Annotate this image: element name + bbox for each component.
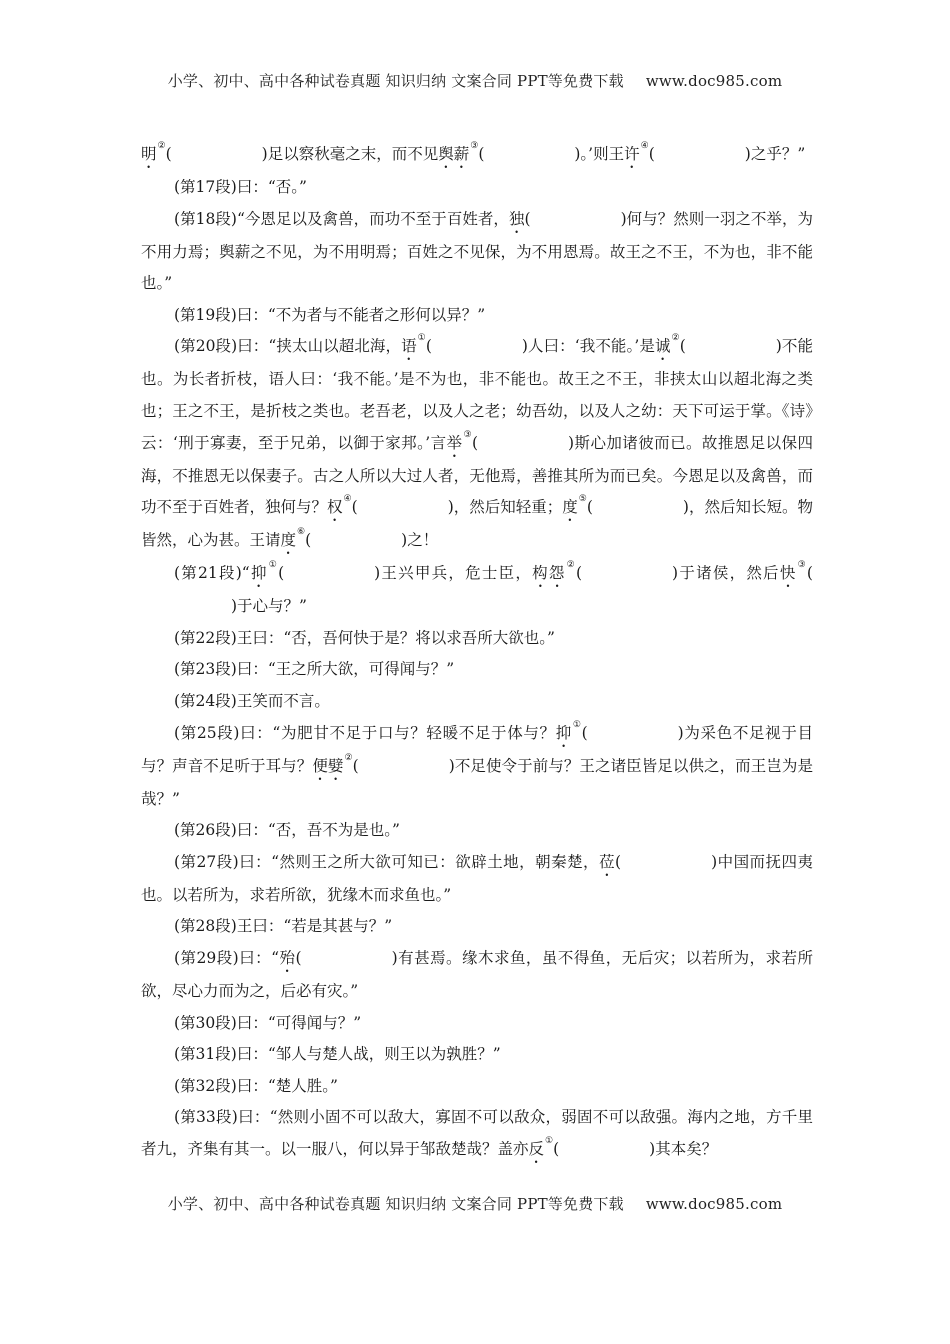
page-header xyxy=(0,70,950,91)
text-run: ( xyxy=(648,145,655,163)
text-run: ( xyxy=(806,564,813,583)
paragraph-22 xyxy=(141,623,813,655)
text-run: (第24段)王笑而不言。 xyxy=(174,691,330,710)
text-run: )王兴甲兵，危士臣， xyxy=(374,564,533,583)
text-run: (第17段)曰：“否。” xyxy=(174,178,307,196)
footnote-marker: ④ xyxy=(640,141,649,151)
text-run: (第30段)曰：“可得闻与？” xyxy=(174,1013,362,1032)
text-run: )足以察秋毫之末，而不见 xyxy=(261,145,439,163)
emphasized-word: 反 xyxy=(528,1139,545,1158)
paragraph-30 xyxy=(141,1008,813,1040)
text-run: (第19段)曰：“不为者与不能者之形何以异？” xyxy=(174,305,486,324)
emphasized-word: 构怨 xyxy=(532,564,566,583)
text-run: )中国而抚四夷也。以若所为，求若所欲，犹缘木而求鱼也。” xyxy=(141,852,813,904)
emphasized-word: 明 xyxy=(141,145,157,163)
text-run: ( xyxy=(615,852,622,871)
text-run: (第28段)王曰：“若是其甚与？” xyxy=(174,917,393,936)
text-run: )，然后知轻重； xyxy=(447,498,563,517)
text-run: (第21段)“ xyxy=(174,564,250,583)
text-run: )之！ xyxy=(401,531,439,550)
footer-text: 小学、初中、高中各种试卷真题 知识归纳 文案合同 PPT等免费下载 xyxy=(167,1195,624,1213)
footnote-marker: ① xyxy=(417,333,426,344)
paragraph-17 xyxy=(141,172,813,204)
text-run: )。’则王 xyxy=(574,145,625,163)
footnote-marker: ② xyxy=(671,333,680,344)
page-footer xyxy=(0,1193,950,1214)
emphasized-word: 莅 xyxy=(599,852,616,871)
paragraph-19 xyxy=(141,300,813,332)
text-run: )之乎？” xyxy=(744,145,806,163)
emphasized-word: 抑 xyxy=(555,723,572,742)
paragraph-28 xyxy=(141,911,813,943)
text-run: )斯心加诸彼而已。故推恩足以保四海，不推恩无以保妻子。古之人所以大过人者，无他焉，善推其所为而已矣。今恩足以及禽兽，而功不至于百姓者，独何与？ xyxy=(141,433,813,517)
text-run: )其本矣？ xyxy=(649,1139,718,1158)
text-run: )不能也。为长者折枝，语人曰：‘我不能。’是不为也，非不能也。故王之不王，非挟太山以超北海之类也；王之不王，是折枝之类也。老吾老，以及人之老；幼吾幼，以及人之幼：天下可运于掌。《诗》云：‘刑于寡妻，至于兄弟，以御于家邦。’言 xyxy=(141,337,813,452)
document-body xyxy=(141,139,813,1167)
paragraph-31 xyxy=(141,1039,813,1071)
text-run: ( xyxy=(278,564,285,583)
header-text: 小学、初中、高中各种试卷真题 知识归纳 文案合同 PPT等免费下载 xyxy=(167,72,624,90)
text-run: )不足使令于前与？王之诸臣皆足以供之，而王岂为是哉？” xyxy=(141,756,813,808)
paragraph-16-continuation xyxy=(141,139,813,172)
footnote-marker: ② xyxy=(157,141,166,151)
text-run: )有甚焉。缘木求鱼，虽不得鱼，无后灾；以若所为，求若所欲，尽心力而为之，后必有灾。” xyxy=(141,948,813,1000)
footer-site: www.doc985.com xyxy=(645,1195,783,1213)
emphasized-word: 许 xyxy=(624,145,640,163)
footnote-marker: ③ xyxy=(470,141,479,151)
emphasized-word: 独 xyxy=(508,209,525,228)
emphasized-word: 便嬖 xyxy=(312,756,344,775)
emphasized-word: 举 xyxy=(446,433,463,452)
text-run: )何与？然则一羽之不举，为不用力焉；舆薪之不见，为不用明焉；百姓之不见保，为不用恩焉。故王之不王，不为也，非不能也。” xyxy=(141,209,813,293)
text-run: ( xyxy=(679,337,686,356)
text-run: )，然后知长短。物皆然，心为甚。王请 xyxy=(141,498,813,550)
text-run: (第26段)曰：“否，吾不为是也。” xyxy=(174,821,400,840)
footnote-marker: ① xyxy=(545,1135,554,1146)
emphasized-word: 舆薪 xyxy=(438,145,470,163)
emphasized-word: 度 xyxy=(562,498,578,517)
emphasized-word: 诚 xyxy=(654,337,671,356)
paragraph-23 xyxy=(141,654,813,686)
emphasized-word: 快 xyxy=(779,564,797,583)
text-run: (第20段)曰：“挟太山以超北海， xyxy=(174,337,402,356)
text-run: ( xyxy=(425,337,432,356)
text-run: ( xyxy=(581,723,588,742)
text-run: ( xyxy=(586,498,593,517)
text-run: ( xyxy=(575,564,583,583)
text-run: ( xyxy=(351,498,358,517)
text-run: ( xyxy=(524,209,531,228)
text-run: )为采色不足视于目与？声音不足听于耳与？ xyxy=(141,723,813,775)
emphasized-word: 权 xyxy=(327,498,343,517)
text-run: )于诸侯，然后 xyxy=(672,564,780,583)
emphasized-word: 度 xyxy=(280,531,297,550)
text-run: )人曰：‘我不能。’是 xyxy=(521,337,655,356)
text-run: (第29段)曰：“ xyxy=(174,948,280,967)
paragraph-27 xyxy=(141,847,813,912)
text-run: (第33段)曰：“然则小固不可以敌大，寡固不可以敌众，弱固不可以敌强。海内之地，方千里者九，齐集有其一。以一服八，何以异于邹敌楚哉？盖亦 xyxy=(141,1108,813,1158)
footnote-marker: ④ xyxy=(343,494,352,505)
footnote-marker: ① xyxy=(572,719,582,730)
header-site: www.doc985.com xyxy=(645,72,783,90)
text-run: )于心与？” xyxy=(231,597,307,616)
text-run: (第32段)曰：“楚人胜。” xyxy=(174,1076,338,1095)
paragraph-26 xyxy=(141,815,813,847)
footnote-marker: ② xyxy=(344,752,353,763)
text-run: (第18段)“今恩足以及禽兽，而功不至于百姓者， xyxy=(174,209,509,228)
text-run: (第23段)曰：“王之所大欲，可得闻与？” xyxy=(174,660,455,679)
text-run: ( xyxy=(165,145,172,163)
text-run: (第31段)曰：“邹人与楚人战，则王以为孰胜？” xyxy=(174,1045,501,1064)
emphasized-word: 殆 xyxy=(279,948,296,967)
footnote-marker: ③ xyxy=(797,560,807,571)
paragraph-32 xyxy=(141,1071,813,1103)
paragraph-20 xyxy=(141,331,813,558)
text-run: ( xyxy=(352,756,359,775)
paragraph-18 xyxy=(141,204,813,300)
paragraph-21 xyxy=(141,558,813,623)
text-run: ( xyxy=(295,948,302,967)
text-run: (第22段)王曰：“否，吾何快于是？将以求吾所大欲也。” xyxy=(174,628,555,647)
text-run: ( xyxy=(305,531,312,550)
paragraph-33 xyxy=(141,1102,813,1167)
footnote-marker: ① xyxy=(268,560,279,571)
footnote-marker: ⑤ xyxy=(578,494,587,505)
emphasized-word: 语 xyxy=(401,337,417,356)
text-run: (第25段)曰：“为肥甘不足于口与？轻暖不足于体与？ xyxy=(174,723,556,742)
text-run: ( xyxy=(553,1139,560,1158)
text-run: (第27段)曰：“然则王之所大欲可知已：欲辟土地，朝秦楚， xyxy=(174,852,600,871)
footnote-marker: ⑥ xyxy=(297,527,306,538)
paragraph-24 xyxy=(141,686,813,718)
footnote-marker: ③ xyxy=(463,429,472,440)
text-run: ( xyxy=(478,145,485,163)
emphasized-word: 抑 xyxy=(249,564,268,583)
paragraph-29 xyxy=(141,943,813,1008)
paragraph-25 xyxy=(141,718,813,816)
text-run: ( xyxy=(471,433,479,452)
footnote-marker: ② xyxy=(566,560,576,571)
